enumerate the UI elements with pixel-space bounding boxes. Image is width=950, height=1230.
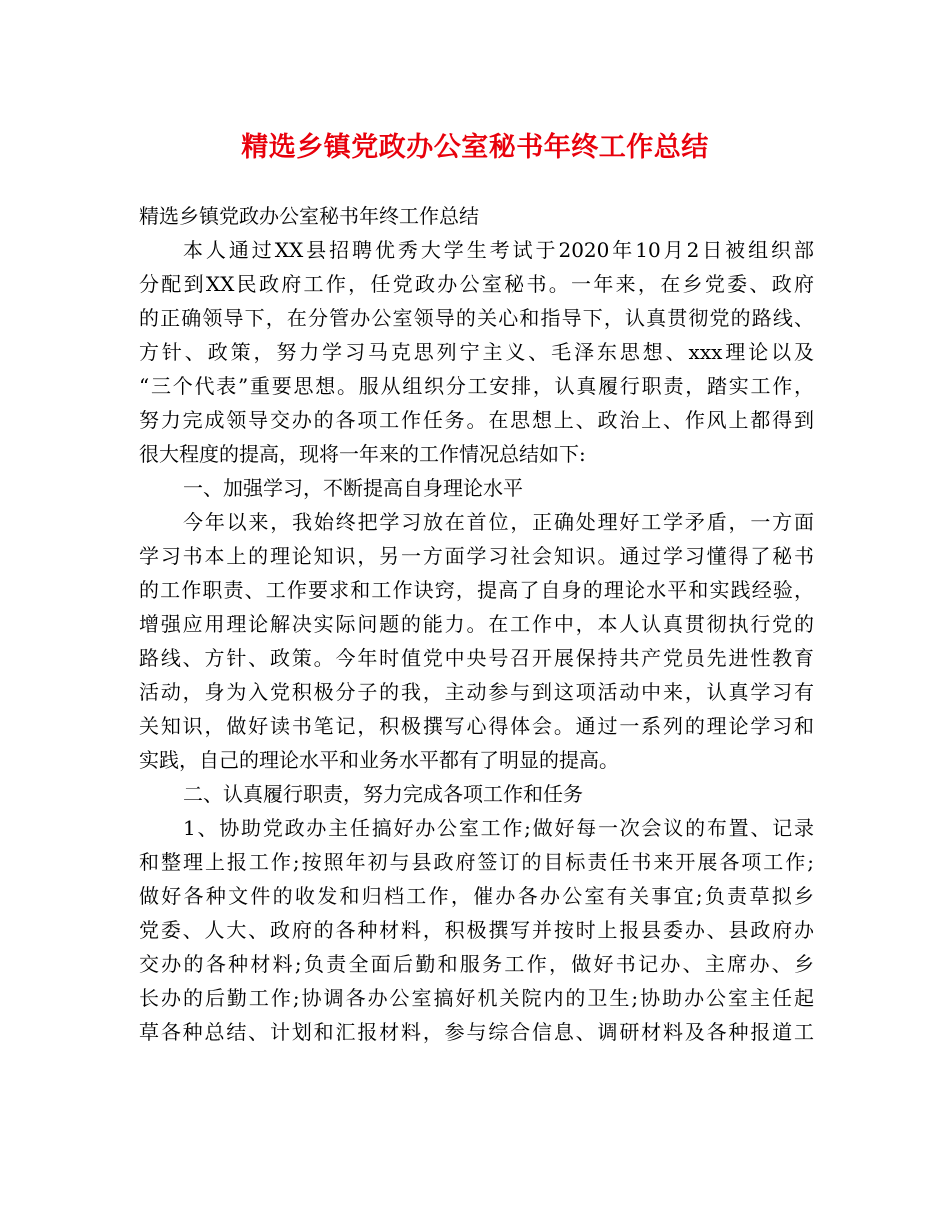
paragraph-line: 实践，自己的理论水平和业务水平都有了明显的提高。 xyxy=(139,748,619,772)
paragraph-line: 活动，身为入党积极分子的我，主动参与到这项活动中来，认真学习有 xyxy=(139,680,814,704)
paragraph-line: 增强应用理论解决实际问题的能力。在工作中，本人认真贯彻执行党的 xyxy=(139,612,814,636)
paragraph-line: 本人通过XX县招聘优秀大学生考试于2020年10月2日被组织部 xyxy=(183,238,814,262)
section-heading: 一、加强学习，不断提高自身理论水平 xyxy=(183,476,523,500)
paragraph-line: 方针、政策，努力学习马克思列宁主义、毛泽东思想、xxx理论以及 xyxy=(139,340,814,364)
section-heading: 二、认真履行职责，努力完成各项工作和任务 xyxy=(183,782,583,806)
paragraph-line: 的正确领导下，在分管办公室领导的关心和指导下，认真贯彻党的路线、 xyxy=(139,306,814,330)
paragraph-line: 1、协助党政办主任搞好办公室工作;做好每一次会议的布置、记录 xyxy=(183,816,814,840)
paragraph-line: 的工作职责、工作要求和工作诀窍，提高了自身的理论水平和实践经验， xyxy=(139,578,814,602)
paragraph-line: 交办的各种材料;负责全面后勤和服务工作，做好书记办、主席办、乡 xyxy=(139,952,814,976)
paragraph-line: 做好各种文件的收发和归档工作，催办各办公室有关事宜;负责草拟乡 xyxy=(139,884,814,908)
paragraph-line: 草各种总结、计划和汇报材料，参与综合信息、调研材料及各种报道工 xyxy=(139,1020,814,1044)
document-body xyxy=(139,199,814,1049)
paragraph-line: 关知识，做好读书笔记，积极撰写心得体会。通过一系列的理论学习和 xyxy=(139,714,814,738)
paragraph-line: 和整理上报工作;按照年初与县政府签订的目标责任书来开展各项工作; xyxy=(139,850,814,874)
subtitle-line: 精选乡镇党政办公室秘书年终工作总结 xyxy=(139,204,479,228)
paragraph-line: 学习书本上的理论知识，另一方面学习社会知识。通过学习懂得了秘书 xyxy=(139,544,814,568)
paragraph-line: 党委、人大、政府的各种材料，积极撰写并按时上报县委办、县政府办 xyxy=(139,918,814,942)
document-title: 精选乡镇党政办公室秘书年终工作总结 xyxy=(241,132,709,163)
paragraph-line: 今年以来，我始终把学习放在首位，正确处理好工学矛盾，一方面 xyxy=(183,510,814,534)
paragraph-line: 努力完成领导交办的各项工作任务。在思想上、政治上、作风上都得到 xyxy=(139,408,814,432)
paragraph-line: 长办的后勤工作;协调各办公室搞好机关院内的卫生;协助办公室主任起 xyxy=(139,986,814,1010)
paragraph-line: 很大程度的提高，现将一年来的工作情况总结如下: xyxy=(139,442,586,466)
paragraph-line: 分配到XX民政府工作，任党政办公室秘书。一年来，在乡党委、政府 xyxy=(139,272,814,296)
paragraph-line: 路线、方针、政策。今年时值党中央号召开展保持共产党员先进性教育 xyxy=(139,646,814,670)
paragraph-line: “三个代表”重要思想。服从组织分工安排，认真履行职责，踏实工作， xyxy=(139,374,814,398)
